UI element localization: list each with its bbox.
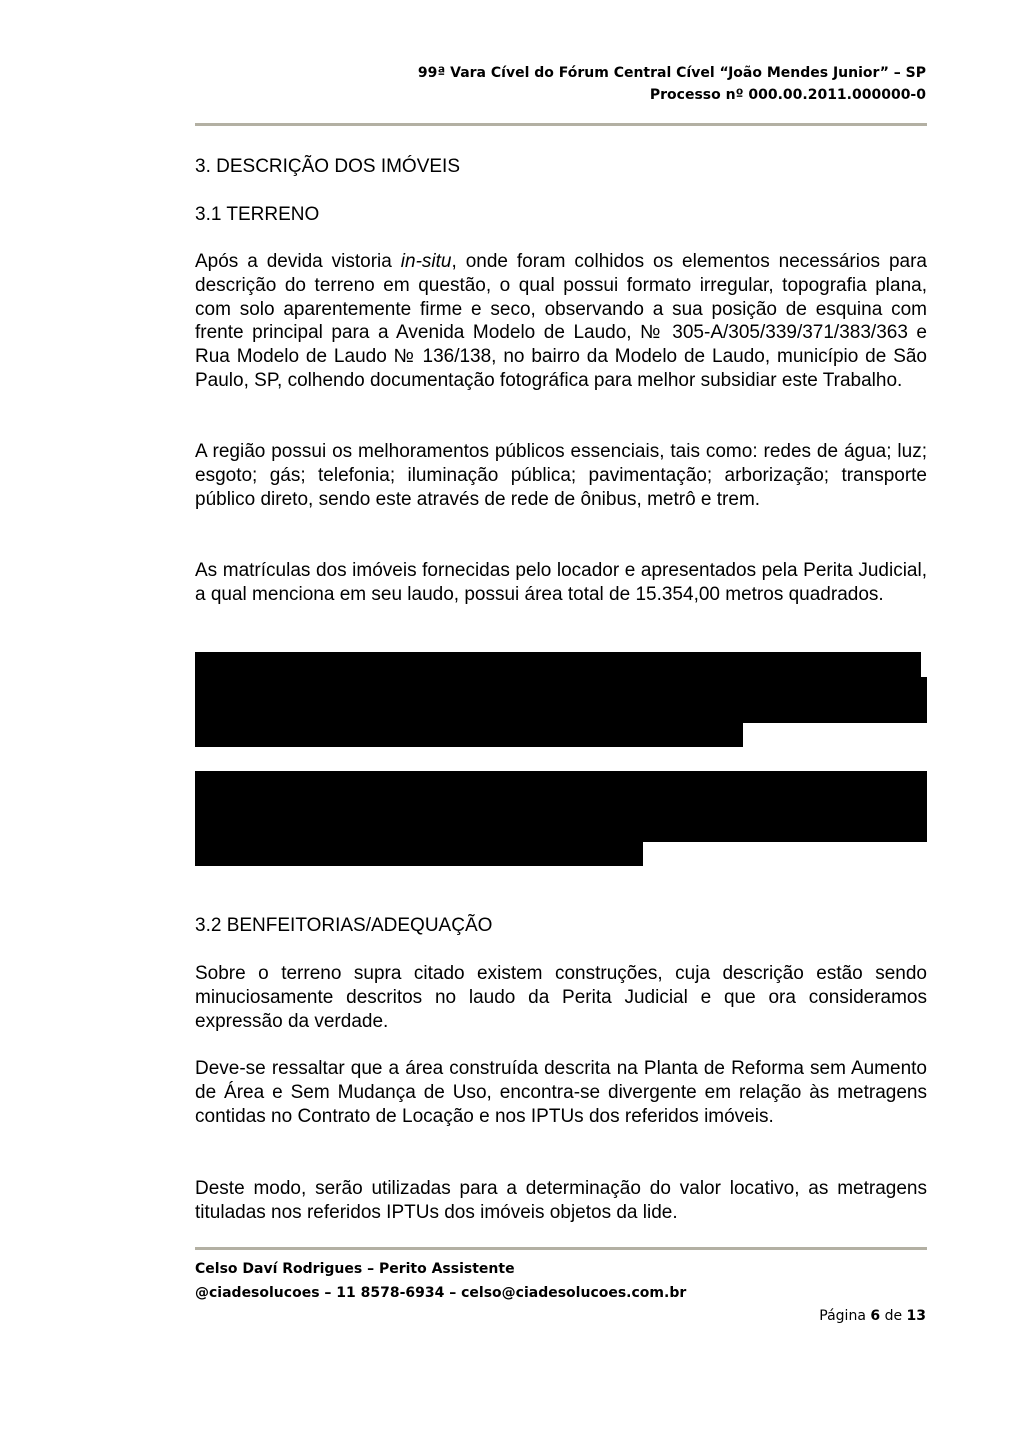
page-number: Página 6 de 13: [819, 1308, 926, 1324]
paragraph-iptu-measurements: Deste modo, serão utilizadas para a determinação do valor locativo, as metragens tituladas nos referidos IPTUs dos imóveis objetos da lide.: [195, 1178, 927, 1223]
footer-contact: @ciadesolucoes – 11 8578-6934 – celso@ciadesolucoes.com.br: [195, 1285, 687, 1301]
paragraph-terreno-description: Após a devida vistoria in-situ, onde foram colhidos os elementos necessários para descrição do terreno em questão, o qual possui formato irregular, topografia plana, com solo aparentemente firme e seco, observando a sua posição de esquina com frente principal para a Avenida Modelo de Laudo, № 305-A/305/339/371/383/363 e Rua Modelo de Laudo № 136/138, no bairro da Modelo de Laudo, município de São Paulo, SP, colhendo documentação fotográfica para melhor subsidiar este Trabalho.: [195, 251, 927, 391]
section-title: 3. DESCRIÇÃO DOS IMÓVEIS: [195, 156, 460, 177]
redaction-bar: [195, 652, 921, 677]
paragraph-built-area-divergence: Deve-se ressaltar que a área construída descrita na Planta de Reforma sem Aumento de Área e Sem Mudança de Uso, encontra-se divergente em relação às metragens contidas no Contrato de Locação e nos IPTUs dos referidos imóveis.: [195, 1058, 927, 1127]
redaction-bar: [195, 771, 927, 842]
redaction-bar: [195, 842, 643, 866]
paragraph-registrations-area: As matrículas dos imóveis fornecidas pelo locador e apresentados pela Perita Judicial, a qual menciona em seu laudo, possui área total de 15.354,00 metros quadrados.: [195, 560, 927, 605]
header-rule: [195, 123, 927, 126]
redaction-bar: [195, 723, 743, 747]
subsection-title-benfeitorias: 3.2 BENFEITORIAS/ADEQUAÇÃO: [195, 915, 493, 936]
paragraph-constructions: Sobre o terreno supra citado existem construções, cuja descrição estão sendo minuciosamente descritos no laudo da Perita Judicial e que ora consideramos expressão da verdade.: [195, 963, 927, 1032]
footer-rule: [195, 1247, 927, 1250]
header-court: 99ª Vara Cível do Fórum Central Cível “João Mendes Junior” – SP: [417, 65, 926, 81]
paragraph-region-improvements: A região possui os melhoramentos públicos essenciais, tais como: redes de água; luz; esgoto; gás; telefonia; iluminação pública; pavimentação; arborização; transporte público direto, sendo este através de rede de ônibus, metrô e trem.: [195, 441, 927, 510]
footer-author: Celso Daví Rodrigues – Perito Assistente: [195, 1261, 515, 1277]
subsection-title-terreno: 3.1 TERRENO: [195, 204, 320, 225]
header-process-number: Processo nº 000.00.2011.000000-0: [649, 87, 926, 103]
redaction-bar: [195, 677, 927, 723]
